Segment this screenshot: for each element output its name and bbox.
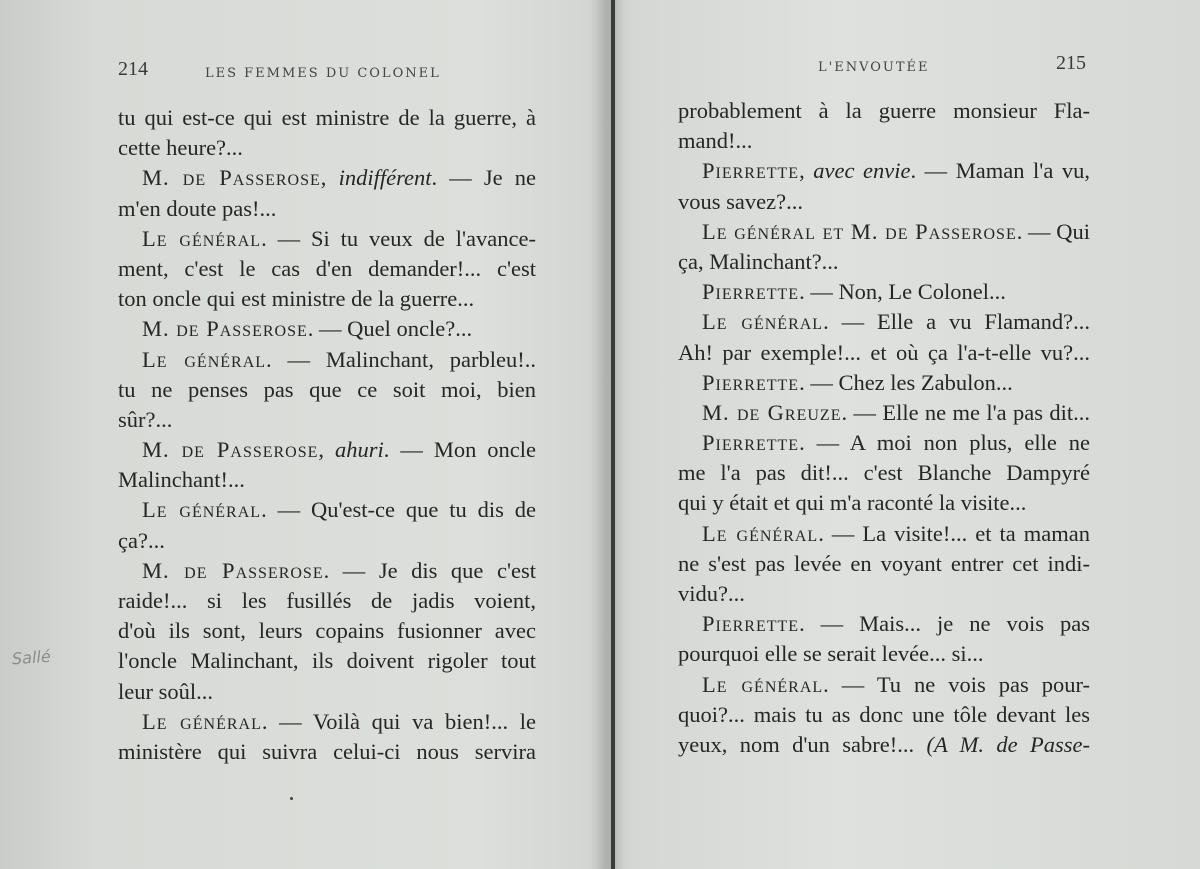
handwritten-margin-note: Sallé bbox=[11, 646, 52, 669]
speaker-name: M. de Passerose bbox=[142, 165, 321, 191]
text-line: Le général. — Si tu veux de l'avance- bbox=[142, 225, 536, 251]
text-line: tu ne penses pas que ce soit moi, bien bbox=[118, 376, 536, 402]
text-line: Pierrette, avec envie. — Maman l'a vu, bbox=[702, 158, 1090, 184]
text-line: Malinchant!... bbox=[118, 467, 245, 493]
speaker-name: Le général bbox=[702, 520, 819, 546]
right-running-head: L'ENVOUTÉE bbox=[818, 60, 930, 75]
right-page-number: 215 bbox=[1056, 52, 1086, 74]
text-line: M. de Passerose. — Je dis que c'est bbox=[142, 557, 537, 583]
text-line: Pierrette. — Non, Le Colonel... bbox=[702, 279, 1006, 305]
text-line: Le général et M. de Passerose. — Qui bbox=[702, 218, 1091, 244]
text-line: M. de Greuze. — Elle ne me l'a pas dit... bbox=[702, 399, 1090, 425]
print-speck bbox=[290, 797, 293, 800]
stage-direction: indifférent bbox=[338, 165, 432, 191]
text-line: ment, c'est le cas d'en demander!... c'est bbox=[118, 255, 536, 281]
left-body-text bbox=[118, 103, 536, 767]
text-line: me l'a pas dit!... c'est Blanche Dampyré bbox=[678, 460, 1090, 486]
left-running-head: LES FEMMES DU COLONEL bbox=[205, 66, 441, 81]
text-line: ministère qui suivra celui-ci nous servira bbox=[118, 738, 536, 764]
text-line: ça, Malinchant?... bbox=[678, 248, 839, 274]
speaker-name: Le général bbox=[142, 497, 262, 523]
right-page bbox=[622, 0, 1200, 869]
text-line: Pierrette. — A moi non plus, elle ne bbox=[702, 430, 1090, 456]
text-line: yeux, nom d'un sabre!... (A M. de Passe- bbox=[678, 731, 1091, 757]
speaker-name: Le général bbox=[702, 309, 824, 335]
text-line: Le général. — Malinchant, parbleu!.. bbox=[142, 346, 536, 372]
text-line: Pierrette. — Chez les Zabulon... bbox=[702, 369, 1013, 395]
speaker-name: Le général et M. de Passerose bbox=[702, 218, 1017, 244]
stage-direction: (A M. de Passe- bbox=[926, 731, 1091, 757]
text-line: quoi?... mais tu as donc une tôle devant les bbox=[678, 701, 1090, 727]
left-page-number: 214 bbox=[118, 58, 148, 80]
text-line: pourquoi elle se serait levée... si... bbox=[678, 641, 984, 667]
text-line: Pierrette. — Mais... je ne vois pas bbox=[702, 611, 1090, 637]
speaker-name: Le général bbox=[142, 225, 262, 251]
text-line: probablement à la guerre monsieur Fla- bbox=[678, 98, 1090, 123]
speaker-name: M. de Passerose bbox=[142, 557, 324, 583]
right-body-text bbox=[678, 96, 1090, 760]
text-line: ton oncle qui est ministre de la guerre... bbox=[118, 286, 475, 312]
text-line: leur soûl... bbox=[118, 678, 213, 704]
text-line: Le général. — Qu'est-ce que tu dis de bbox=[142, 497, 536, 523]
text-line: m'en doute pas!... bbox=[118, 195, 277, 221]
text-line: cette heure?... bbox=[118, 135, 243, 161]
text-line: M. de Passerose, ahuri. — Mon oncle bbox=[142, 437, 537, 463]
text-line: vidu?... bbox=[678, 581, 745, 606]
text-line: Le général. — Voilà qui va bien!... le bbox=[142, 708, 536, 734]
speaker-name: Pierrette bbox=[702, 611, 800, 637]
speaker-name: Le général bbox=[142, 708, 262, 734]
text-line: Le général. — Tu ne vois pas pour- bbox=[702, 671, 1090, 697]
text-line: qui y était et qui m'a raconté la visite... bbox=[678, 490, 1027, 516]
speaker-name: Pierrette bbox=[702, 430, 800, 456]
text-line: raide!... si les fusillés de jadis voient, bbox=[118, 588, 536, 613]
text-line: ça?... bbox=[118, 527, 165, 553]
speaker-name: M. de Greuze bbox=[702, 399, 842, 425]
stage-direction: ahuri bbox=[335, 437, 384, 463]
text-line: Le général. — Elle a vu Flamand?... bbox=[702, 309, 1090, 335]
speaker-name: Pierrette bbox=[702, 158, 800, 184]
text-line: sûr?... bbox=[118, 406, 173, 432]
text-line: tu qui est-ce qui est ministre de la guerre, à bbox=[118, 105, 536, 130]
speaker-name: Le général bbox=[702, 671, 824, 697]
text-line: Le général. — La visite!... et ta maman bbox=[702, 520, 1090, 546]
text-line: d'où ils sont, leurs copains fusionner avec bbox=[118, 618, 536, 644]
speaker-name: Le général bbox=[142, 346, 267, 372]
speaker-name: M. de Passerose bbox=[142, 437, 319, 463]
stage-direction: avec envie bbox=[813, 158, 911, 184]
text-line: M. de Passerose. — Quel oncle?... bbox=[142, 316, 473, 342]
text-line: vous savez?... bbox=[678, 188, 803, 214]
speaker-name: M. de Passerose bbox=[142, 316, 308, 342]
text-line: Ah! par exemple!... et où ça l'a-t-elle vu?... bbox=[678, 339, 1090, 365]
speaker-name: Pierrette bbox=[702, 369, 800, 395]
speaker-name: Pierrette bbox=[702, 279, 800, 305]
text-line: l'oncle Malinchant, ils doivent rigoler tout bbox=[118, 648, 536, 674]
book-spine bbox=[611, 0, 615, 869]
text-line: ne s'est pas levée en voyant entrer cet indi- bbox=[678, 550, 1090, 576]
text-line: M. de Passerose, indifférent. — Je ne bbox=[142, 165, 537, 191]
text-line: mand!... bbox=[678, 128, 753, 154]
